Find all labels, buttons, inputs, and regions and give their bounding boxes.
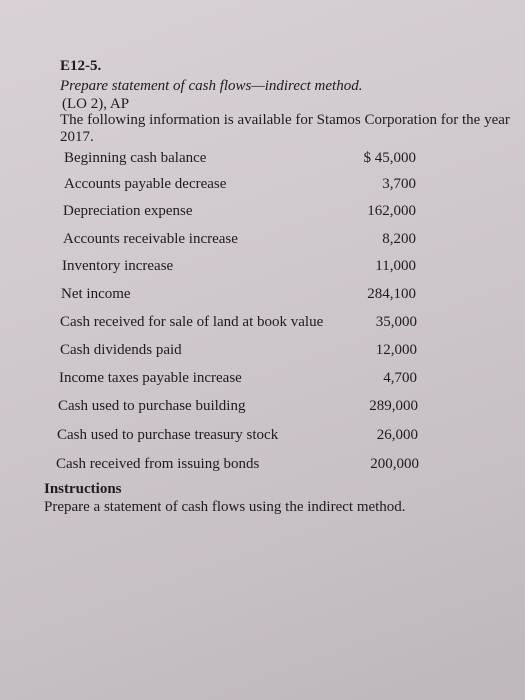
item-value: 11,000 (375, 258, 416, 274)
item-value: 162,000 (367, 203, 416, 219)
item-label: Depreciation expense (63, 203, 193, 219)
item-value: 3,700 (382, 176, 416, 192)
item-label: Cash used to purchase treasury stock (57, 427, 279, 443)
item-label: Cash received for sale of land at book value (60, 314, 324, 330)
item-label: Cash received from issuing bonds (56, 456, 260, 472)
item-value: $ 45,000 (363, 150, 416, 166)
item-value: 200,000 (370, 456, 419, 472)
item-label: Accounts receivable increase (63, 231, 238, 247)
item-label: Accounts payable decrease (64, 176, 227, 192)
item-value: 26,000 (376, 427, 418, 443)
item-label: Income taxes payable increase (59, 370, 242, 386)
item-label: Net income (61, 286, 131, 302)
learning-objective: (LO 2), AP (62, 96, 130, 112)
item-label: Cash used to purchase building (58, 398, 246, 414)
item-value: 284,100 (367, 286, 416, 302)
problem-id: E12-5. (60, 58, 102, 74)
item-value: 4,700 (383, 370, 417, 386)
intro-text: The following information is available for Stamos Corporation for the year 2017. (60, 112, 510, 145)
item-value: 289,000 (369, 398, 418, 414)
item-label: Inventory increase (62, 258, 174, 274)
item-label: Cash dividends paid (60, 342, 182, 358)
item-value: 35,000 (375, 314, 417, 330)
item-value: 12,000 (375, 342, 417, 358)
item-label: Beginning cash balance (64, 150, 207, 166)
instructions-text: Prepare a statement of cash flows using the indirect method. (44, 499, 406, 515)
item-value: 8,200 (382, 231, 416, 247)
problem-title: Prepare statement of cash flows—indirect method. (60, 78, 363, 94)
instructions-heading: Instructions (44, 481, 122, 497)
